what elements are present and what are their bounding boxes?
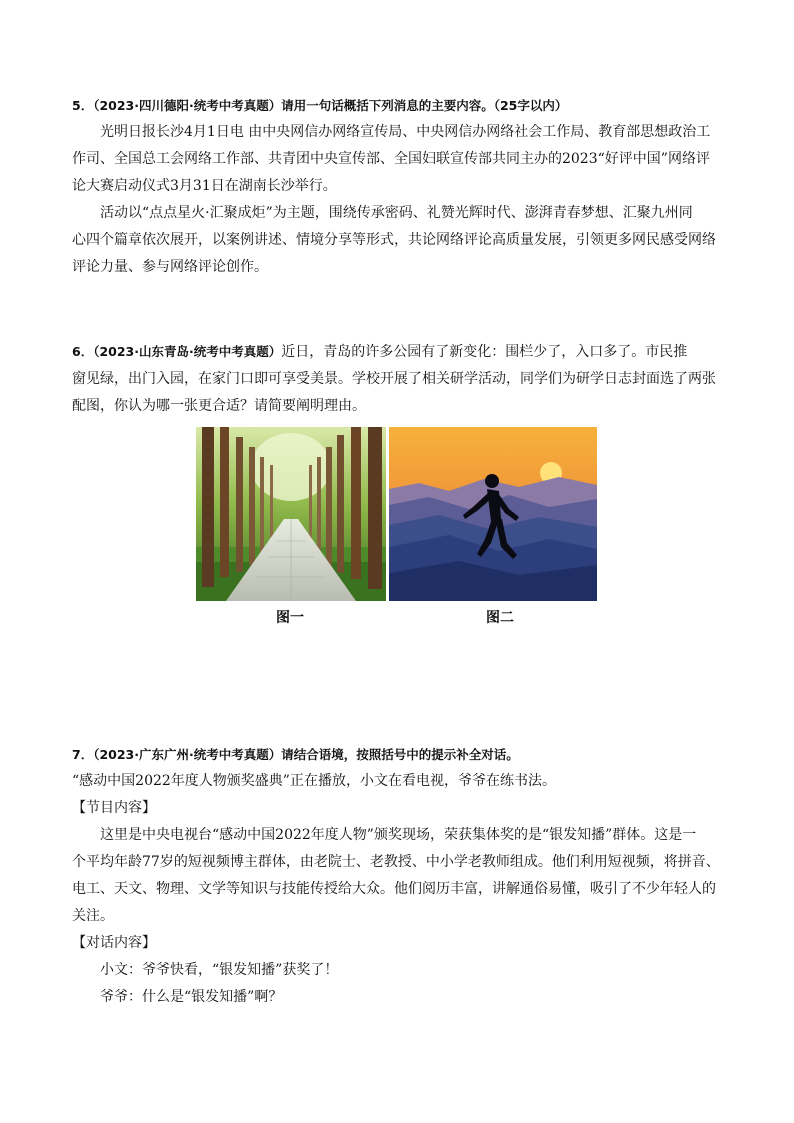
figure-2-runner-sunset-image — [389, 427, 597, 601]
question-7-line-1: “感动中国2022年度人物颁奖盛典”正在播放，小文在看电视，爷爷在练书法。 — [72, 773, 556, 789]
question-6 — [72, 338, 726, 420]
question-7-line-3: 这里是中央电视台“感动中国2022年度人物”颁奖现场，荣获集体奖的是“银发知播”群体。这是一 — [100, 827, 697, 843]
question-5-line-4: 活动以“点点星火·汇聚成炬”为主题，围绕传承密码、礼赞光辉时代、澎湃青春梦想、汇聚九州同 — [100, 205, 693, 221]
question-6-line-2: 窗见绿，出门入园，在家门口即可享受美景。学校开展了相关研学活动，同学们为研学日志封面选了两张 — [72, 371, 716, 387]
question-7-section-dialogue: 【对话内容】 — [72, 935, 156, 951]
question-7-line-6: 关注。 — [72, 908, 114, 924]
question-6-line-1 — [72, 338, 726, 366]
question-6-text-1: 近日，青岛的许多公园有了新变化：围栏少了，入口多了。市民推 — [281, 344, 688, 360]
question-5-line-5: 心四个篇章依次展开，以案例讲述、情境分享等形式，共论网络评论高质量发展，引领更多网民感受网络 — [72, 232, 716, 248]
figure-1-caption: 图一 — [276, 610, 304, 626]
question-5-line-6: 评论力量、参与网络评论创作。 — [72, 259, 268, 275]
question-6-line-3: 配图，你认为哪一张更合适？请简要阐明理由。 — [72, 398, 366, 414]
figure-row — [196, 427, 598, 627]
question-7-line-4: 个平均年龄77岁的短视频博主群体，由老院士、老教授、中小学老教师组成。他们利用短视频，将拼音、 — [72, 854, 720, 870]
question-7-line-5: 电工、天文、物理、文学等知识与技能传授给大众。他们阅历丰富，讲解通俗易懂，吸引了不少年轻人的 — [72, 881, 716, 897]
question-7-dialogue-xiaowen: 小文：爷爷快看，“银发知播”获奖了！ — [100, 962, 339, 978]
question-6-head: 6．（2023·山东青岛·统考中考真题） — [72, 344, 282, 359]
question-5-line-3: 论大赛启动仪式3月31日在湖南长沙举行。 — [72, 178, 337, 194]
question-5-head: 5．（2023·四川德阳·统考中考真题）请用一句话概括下列消息的主要内容。（25字以内） — [72, 98, 568, 113]
figure-2-caption: 图二 — [486, 610, 514, 626]
question-7-dialogue-grandpa: 爷爷：什么是“银发知播”啊？ — [100, 989, 283, 1005]
figure-1-forest-path-image — [196, 427, 386, 601]
question-7 — [72, 741, 726, 1011]
question-5-line-2: 作司、全国总工会网络工作部、共青团中央宣传部、全国妇联宣传部共同主办的2023“好评中国”网络评 — [72, 151, 710, 167]
question-5 — [72, 92, 726, 281]
question-5-line-1: 光明日报长沙4月1日电 由中央网信办网络宣传局、中央网信办网络社会工作局、教育部思想政治工 — [100, 124, 711, 140]
question-7-head: 7．（2023·广东广州·统考中考真题）请结合语境，按照括号中的提示补全对话。 — [72, 747, 519, 762]
question-7-section-program: 【节目内容】 — [72, 800, 156, 816]
